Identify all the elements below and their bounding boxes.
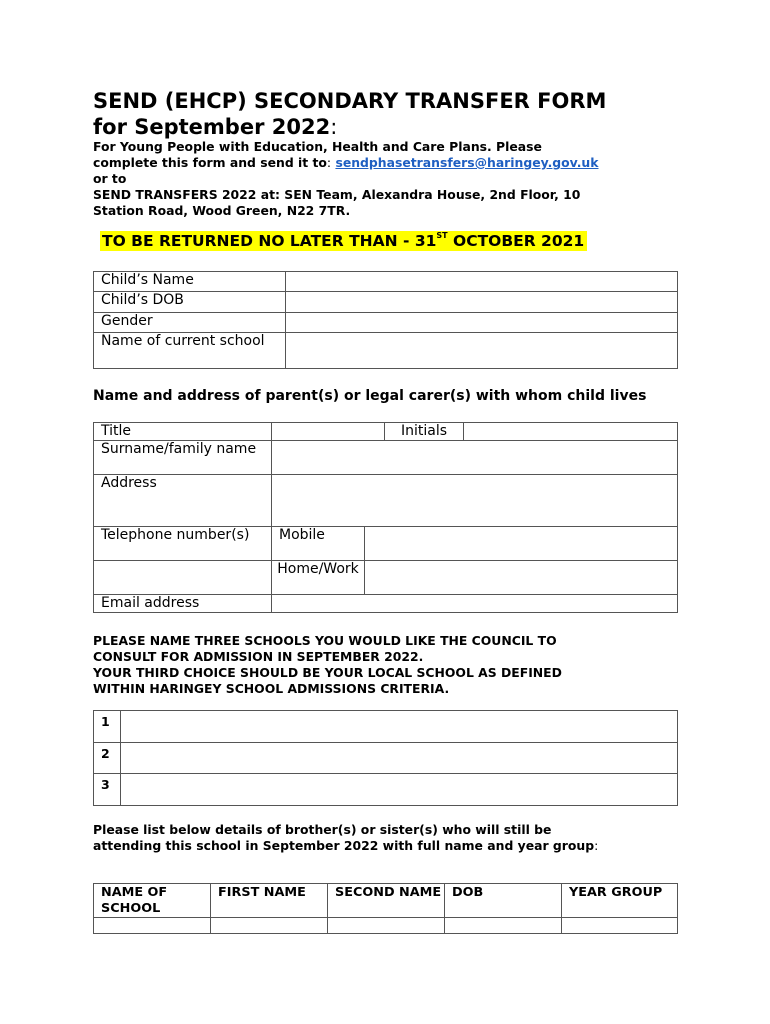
- header-second-name: SECOND NAME: [328, 884, 445, 918]
- intro-colon: :: [326, 155, 332, 170]
- address-label: Address: [94, 475, 272, 527]
- gender-field[interactable]: [286, 313, 678, 333]
- current-school-field[interactable]: [286, 333, 678, 369]
- home-work-field[interactable]: [365, 561, 678, 595]
- sibling-dob-field[interactable]: [445, 918, 562, 934]
- header-first-name: FIRST NAME: [211, 884, 328, 918]
- gender-label: Gender: [94, 313, 286, 333]
- surname-field[interactable]: [272, 441, 678, 475]
- form-title-line1: SEND (EHCP) SECONDARY TRANSFER FORM: [93, 89, 607, 113]
- siblings-colon: :: [594, 838, 599, 853]
- title-label: Title: [94, 423, 272, 441]
- intro-line3: or to: [93, 171, 127, 186]
- parent-details-table: [93, 422, 678, 613]
- title-colon: :: [330, 115, 338, 139]
- childs-name-field[interactable]: [286, 272, 678, 292]
- mobile-label: Mobile: [272, 527, 365, 561]
- sibling-school-field[interactable]: [94, 918, 211, 934]
- address-field[interactable]: [272, 475, 678, 527]
- parent-section-heading: Name and address of parent(s) or legal carer(s) with whom child lives: [93, 388, 647, 404]
- childs-dob-field[interactable]: [286, 292, 678, 313]
- choice-2-field[interactable]: [121, 743, 678, 774]
- header-name-of-school: NAME OF SCHOOL: [94, 884, 211, 918]
- title-field[interactable]: [272, 423, 385, 441]
- schools-instr-line2: CONSULT FOR ADMISSION IN SEPTEMBER 2022.: [93, 649, 424, 664]
- intro-line2: complete this form and send it to: sendphasetransfers@haringey.gov.uk: [93, 155, 599, 170]
- schools-instructions: [93, 633, 693, 697]
- initials-label: Initials: [385, 423, 464, 441]
- deadline-banner: TO BE RETURNED NO LATER THAN - 31ST OCTOBER 2021: [100, 231, 587, 251]
- form-title: [93, 88, 693, 140]
- email-address-label: Email address: [94, 595, 272, 613]
- email-address-field[interactable]: [272, 595, 678, 613]
- current-school-label: Name of current school: [94, 333, 286, 369]
- email-link[interactable]: sendphasetransfers@haringey.gov.uk: [335, 155, 599, 170]
- childs-name-label: Child’s Name: [94, 272, 286, 292]
- surname-label: Surname/family name: [94, 441, 272, 475]
- telephone-label: Telephone number(s): [94, 527, 272, 561]
- siblings-instr-line1: Please list below details of brother(s) or sister(s) who will still be: [93, 822, 552, 837]
- sibling-year-group-field[interactable]: [562, 918, 678, 934]
- form-title-line2: for September 2022:: [93, 115, 338, 139]
- childs-dob-label: Child’s DOB: [94, 292, 286, 313]
- sibling-first-name-field[interactable]: [211, 918, 328, 934]
- siblings-table: [93, 883, 678, 934]
- choice-number: 3: [94, 774, 121, 806]
- deadline-superscript: ST: [436, 231, 448, 240]
- child-details-table: [93, 271, 678, 369]
- choice-3-field[interactable]: [121, 774, 678, 806]
- intro-line5: Station Road, Wood Green, N22 7TR.: [93, 203, 351, 218]
- siblings-instructions: [93, 822, 693, 854]
- sibling-second-name-field[interactable]: [328, 918, 445, 934]
- schools-instr-line3: YOUR THIRD CHOICE SHOULD BE YOUR LOCAL SCHOOL AS DEFINED: [93, 665, 562, 680]
- mobile-field[interactable]: [365, 527, 678, 561]
- intro-line4: SEND TRANSFERS 2022 at: SEN Team, Alexandra House, 2nd Floor, 10: [93, 187, 581, 202]
- intro-text: [93, 139, 693, 219]
- schools-instr-line1: PLEASE NAME THREE SCHOOLS YOU WOULD LIKE THE COUNCIL TO: [93, 633, 557, 648]
- choice-number: 2: [94, 743, 121, 774]
- choice-1-field[interactable]: [121, 711, 678, 743]
- telephone-blank-cell: [94, 561, 272, 595]
- header-dob: DOB: [445, 884, 562, 918]
- choice-number: 1: [94, 711, 121, 743]
- school-choices-table: [93, 710, 678, 806]
- home-work-label: Home/Work: [272, 561, 365, 595]
- header-year-group: YEAR GROUP: [562, 884, 678, 918]
- schools-instr-line4: WITHIN HARINGEY SCHOOL ADMISSIONS CRITERIA.: [93, 681, 450, 696]
- initials-field[interactable]: [464, 423, 678, 441]
- siblings-instr-line2: attending this school in September 2022 with full name and year group:: [93, 838, 599, 853]
- intro-line1: For Young People with Education, Health and Care Plans. Please: [93, 139, 542, 154]
